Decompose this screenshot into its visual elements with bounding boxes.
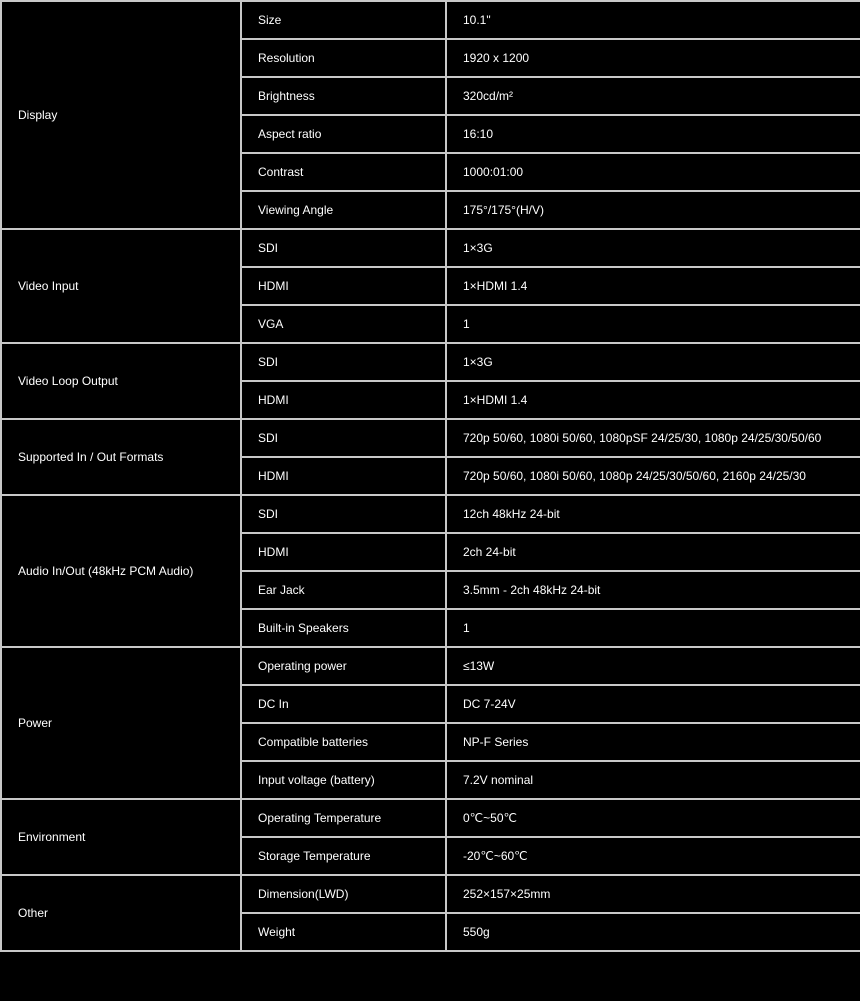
spec-value: ≤13W	[446, 647, 860, 685]
spec-value: 0℃~50℃	[446, 799, 860, 837]
spec-name: Aspect ratio	[241, 115, 446, 153]
spec-name: Storage Temperature	[241, 837, 446, 875]
spec-name: Contrast	[241, 153, 446, 191]
spec-name: SDI	[241, 495, 446, 533]
spec-name: VGA	[241, 305, 446, 343]
spec-value: DC 7-24V	[446, 685, 860, 723]
spec-name: Size	[241, 1, 446, 39]
table-row	[1, 229, 860, 267]
spec-name: Input voltage (battery)	[241, 761, 446, 799]
spec-value: 1	[446, 609, 860, 647]
spec-name: Operating Temperature	[241, 799, 446, 837]
spec-name: Brightness	[241, 77, 446, 115]
spec-value: 1×3G	[446, 229, 860, 267]
spec-name: Weight	[241, 913, 446, 951]
spec-value: 550g	[446, 913, 860, 951]
spec-value: 10.1"	[446, 1, 860, 39]
spec-value: 1×HDMI 1.4	[446, 267, 860, 305]
spec-value: NP-F Series	[446, 723, 860, 761]
table-row	[1, 343, 860, 381]
spec-value: 12ch 48kHz 24-bit	[446, 495, 860, 533]
spec-name: Resolution	[241, 39, 446, 77]
spec-name: Built-in Speakers	[241, 609, 446, 647]
spec-name: Compatible batteries	[241, 723, 446, 761]
spec-value: 320cd/m²	[446, 77, 860, 115]
spec-name: Dimension(LWD)	[241, 875, 446, 913]
spec-value: 175°/175°(H/V)	[446, 191, 860, 229]
spec-value: 7.2V nominal	[446, 761, 860, 799]
table-row	[1, 419, 860, 457]
spec-value: 1×HDMI 1.4	[446, 381, 860, 419]
spec-value: 1000:01:00	[446, 153, 860, 191]
spec-name: SDI	[241, 343, 446, 381]
spec-table-body	[1, 1, 860, 951]
spec-value: 16:10	[446, 115, 860, 153]
spec-group-label: Supported In / Out Formats	[1, 419, 241, 495]
spec-value: 1920 x 1200	[446, 39, 860, 77]
table-row	[1, 647, 860, 685]
spec-group-label: Environment	[1, 799, 241, 875]
spec-name: DC In	[241, 685, 446, 723]
spec-name: HDMI	[241, 381, 446, 419]
spec-group-label: Display	[1, 1, 241, 229]
spec-group-label: Audio In/Out (48kHz PCM Audio)	[1, 495, 241, 647]
spec-value: -20℃~60℃	[446, 837, 860, 875]
spec-name: SDI	[241, 229, 446, 267]
spec-value: 1	[446, 305, 860, 343]
table-row	[1, 799, 860, 837]
spec-name: HDMI	[241, 457, 446, 495]
table-row	[1, 1, 860, 39]
spec-value: 2ch 24-bit	[446, 533, 860, 571]
spec-group-label: Other	[1, 875, 241, 951]
spec-value: 3.5mm - 2ch 48kHz 24-bit	[446, 571, 860, 609]
spec-group-label: Power	[1, 647, 241, 799]
spec-value: 1×3G	[446, 343, 860, 381]
spec-value: 720p 50/60, 1080i 50/60, 1080p 24/25/30/50/60, 2160p 24/25/30	[446, 457, 860, 495]
spec-name: HDMI	[241, 267, 446, 305]
spec-name: SDI	[241, 419, 446, 457]
spec-group-label: Video Loop Output	[1, 343, 241, 419]
table-row	[1, 495, 860, 533]
spec-group-label: Video Input	[1, 229, 241, 343]
spec-name: Operating power	[241, 647, 446, 685]
spec-value: 720p 50/60, 1080i 50/60, 1080pSF 24/25/30, 1080p 24/25/30/50/60	[446, 419, 860, 457]
spec-name: Ear Jack	[241, 571, 446, 609]
spec-name: HDMI	[241, 533, 446, 571]
spec-value: 252×157×25mm	[446, 875, 860, 913]
table-row	[1, 875, 860, 913]
spec-name: Viewing Angle	[241, 191, 446, 229]
